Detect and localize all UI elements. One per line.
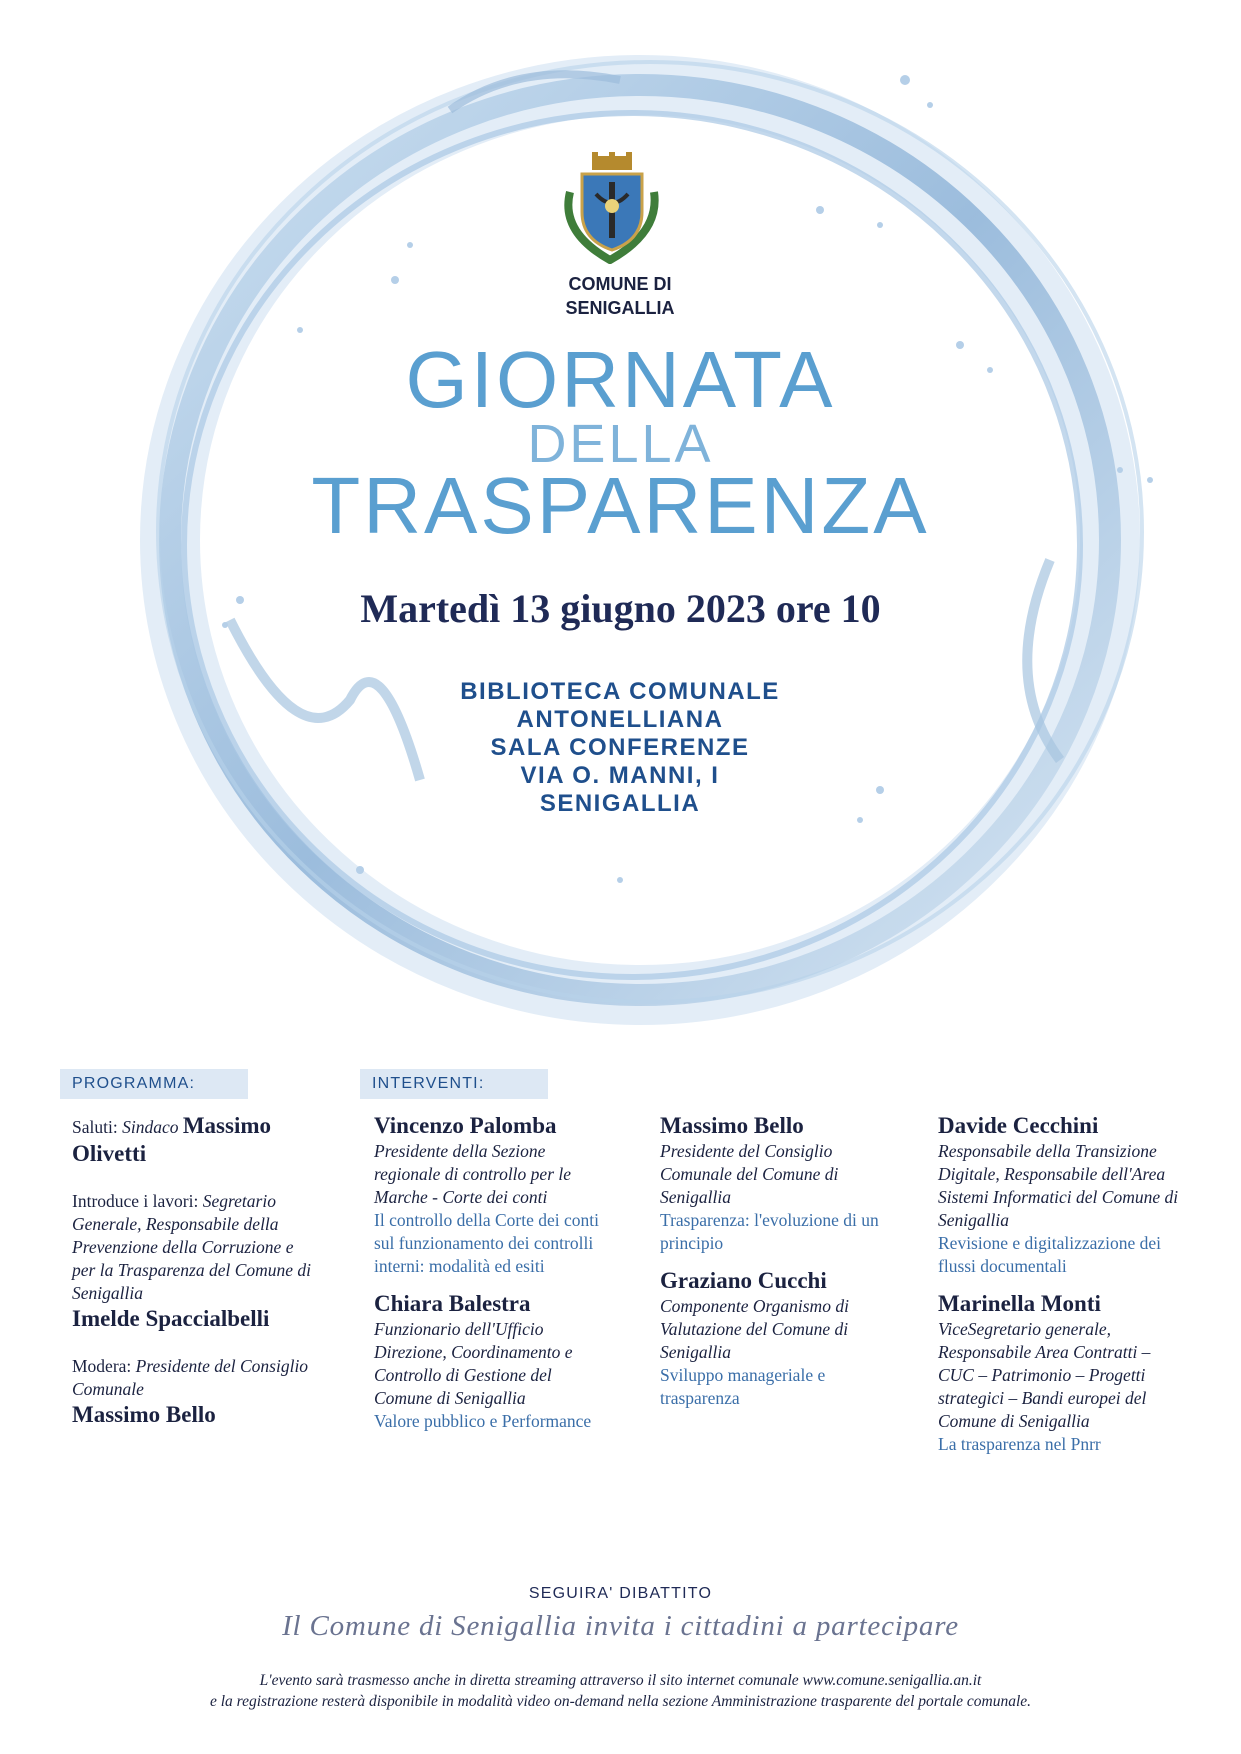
speaker-name: Graziano Cucchi (660, 1268, 827, 1293)
saluti-block (72, 1112, 312, 1168)
speaker-name: Davide Cecchini (938, 1113, 1099, 1138)
title-line3: TRASPARENZA (311, 461, 930, 550)
saluti-label: Saluti: (72, 1117, 123, 1137)
speaker-name: Vincenzo Palomba (374, 1113, 557, 1138)
speaker-name: Marinella Monti (938, 1291, 1101, 1316)
interventi-col3 (938, 1112, 1188, 1464)
comune-crest-icon (560, 152, 664, 264)
modera-label: Modera: (72, 1356, 136, 1376)
speaker-name: Massimo Bello (660, 1113, 804, 1138)
venue-block (370, 678, 870, 818)
modera-name: Massimo Bello (72, 1402, 216, 1427)
speaker-topic: Trasparenza: l'evoluzione di un principio (660, 1210, 879, 1253)
speaker-block (938, 1290, 1188, 1456)
streaming-note-line1: L'evento sarà trasmesso anche in diretta streaming attraverso il sito internet comunale www.comune.senigallia.an.it (259, 1672, 982, 1689)
speaker-block (660, 1267, 890, 1410)
speaker-block (374, 1112, 614, 1278)
speaker-topic: Valore pubblico e Performance (374, 1411, 592, 1431)
dibattito-note: SEGUIRA' DIBATTITO (528, 1585, 713, 1602)
saluti-role: Sindaco (122, 1117, 179, 1137)
venue-line: VIA O. MANNI, I (520, 762, 720, 789)
speaker-topic: Sviluppo manageriale e trasparenza (660, 1365, 826, 1408)
speaker-role: ViceSegretario generale, Responsabile Area Contratti – CUC – Patrimonio – Progetti strategici – Bandi europei del Comune di Senigallia (938, 1319, 1151, 1431)
speaker-name: Chiara Balestra (374, 1291, 531, 1316)
speaker-topic: Revisione e digitalizzazione dei flussi documentali (938, 1233, 1162, 1276)
interventi-col2 (660, 1112, 890, 1418)
speaker-block (660, 1112, 890, 1255)
programma-header: PROGRAMMA: (60, 1069, 248, 1099)
speaker-role: Funzionario dell'Ufficio Direzione, Coordinamento e Controllo di Gestione del Comune di Senigallia (374, 1319, 573, 1408)
venue-line: ANTONELLIANA (516, 706, 724, 733)
speaker-role: Presidente del Consiglio Comunale del Comune di Senigallia (660, 1141, 839, 1207)
streaming-note-line2: e la registrazione resterà disponibile in modalità video on-demand nella sezione Amministrazione trasparente del portale comunale. (209, 1693, 1032, 1710)
venue-line: BIBLIOTECA COMUNALE (460, 678, 780, 705)
title-line1: GIORNATA (405, 335, 836, 424)
programma-column (72, 1112, 312, 1437)
streaming-note (60, 1670, 1181, 1712)
logo-line2: SENIGALLIA (565, 298, 675, 318)
venue-line: SALA CONFERENZE (490, 734, 750, 761)
speaker-block (374, 1290, 614, 1433)
modera-role: Presidente del Consiglio Comunale (72, 1356, 309, 1399)
introduce-role: Segretario Generale, Responsabile della Prevenzione della Corruzione e per la Trasparenza del Comune di Senigallia (72, 1191, 312, 1303)
interventi-col1 (374, 1112, 614, 1441)
introduce-label: Introduce i lavori: (72, 1191, 203, 1211)
invite-line: Il Comune di Senigallia invita i cittadini a partecipare (282, 1610, 959, 1642)
event-date: Martedì 13 giugno 2023 ore 10 (360, 586, 881, 631)
title-line2: DELLA (527, 414, 714, 474)
introduce-name: Imelde Spaccialbelli (72, 1306, 270, 1331)
introduce-block (72, 1190, 312, 1333)
logo-line1: COMUNE DI (568, 274, 672, 294)
speaker-role: Presidente della Sezione regionale di controllo per le Marche - Corte dei conti (374, 1141, 572, 1207)
saluti-name: Massimo Olivetti (72, 1113, 272, 1166)
speaker-role: Responsabile della Transizione Digitale, Responsabile dell'Area Sistemi Informatici del Comune di Senigallia (938, 1141, 1179, 1230)
speaker-block (938, 1112, 1188, 1278)
speaker-topic: Il controllo della Corte dei conti sul funzionamento dei controlli interni: modalità ed esiti (374, 1210, 600, 1276)
venue-line: SENIGALLIA (539, 790, 701, 817)
speaker-role: Componente Organismo di Valutazione del Comune di Senigallia (660, 1296, 849, 1362)
modera-block (72, 1355, 312, 1429)
interventi-header: INTERVENTI: (360, 1069, 548, 1099)
speaker-topic: La trasparenza nel Pnrr (938, 1434, 1101, 1454)
